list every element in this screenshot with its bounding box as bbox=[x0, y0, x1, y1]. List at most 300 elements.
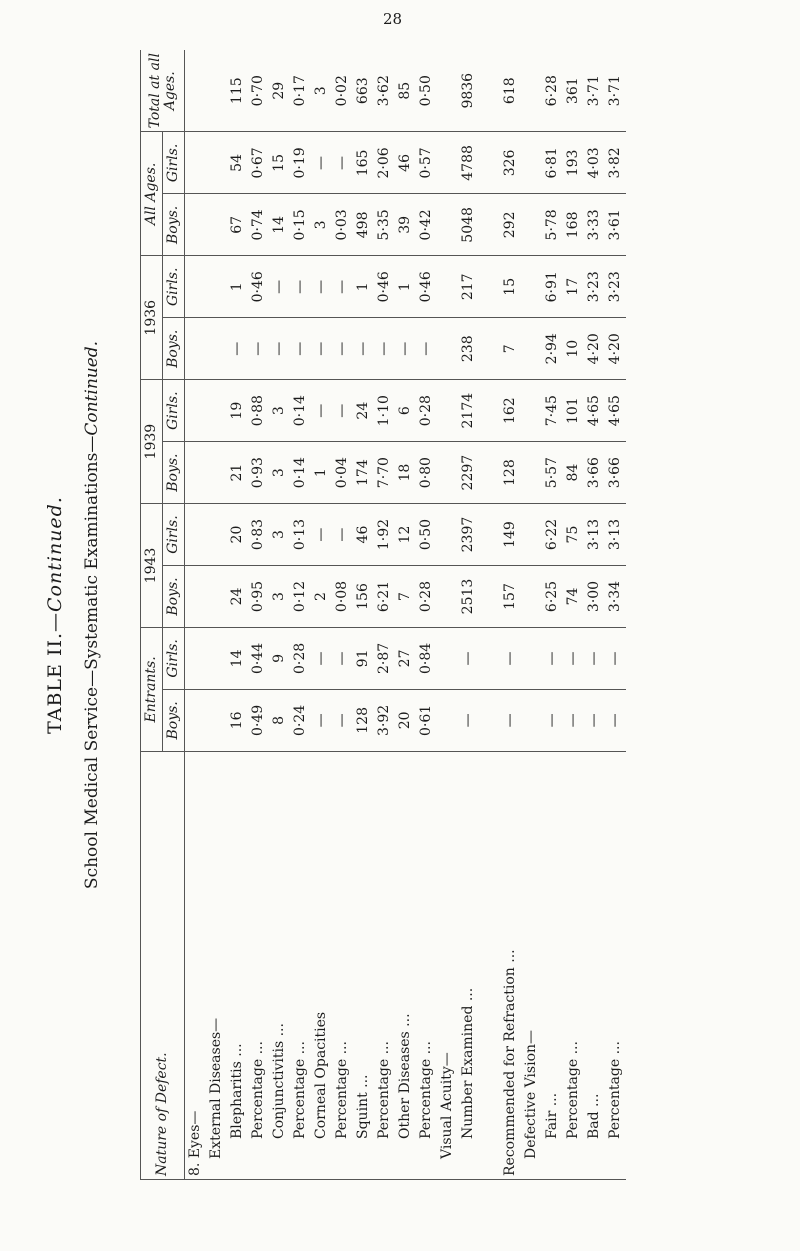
table-cell bbox=[437, 627, 458, 689]
table-cell: 0·83 bbox=[248, 504, 269, 566]
table-cell: 292 bbox=[500, 194, 521, 256]
table-cell: — bbox=[332, 627, 353, 689]
table-cell: 6 bbox=[395, 380, 416, 442]
girls-header: Girls. bbox=[163, 627, 185, 689]
table-cell bbox=[185, 627, 207, 689]
table-cell: 0·84 bbox=[416, 627, 437, 689]
table-cell: — bbox=[353, 318, 374, 380]
table-cell: 0·46 bbox=[374, 256, 395, 318]
table-cell bbox=[479, 442, 500, 504]
table-cell: 128 bbox=[353, 689, 374, 751]
table-cell: — bbox=[269, 318, 290, 380]
table-cell bbox=[437, 504, 458, 566]
table-cell: 156 bbox=[353, 566, 374, 628]
table-cell: 0·50 bbox=[416, 50, 437, 132]
table-cell bbox=[521, 627, 542, 689]
table-cell: 0·28 bbox=[416, 566, 437, 628]
table-cell: — bbox=[332, 504, 353, 566]
table-cell bbox=[521, 194, 542, 256]
table-row bbox=[353, 50, 374, 1180]
table-cell: 7 bbox=[500, 318, 521, 380]
table-row bbox=[374, 50, 395, 1180]
boys-header: Boys. bbox=[163, 566, 185, 628]
table-cell: 162 bbox=[500, 380, 521, 442]
table-cell bbox=[206, 132, 227, 194]
table-cell: 4·65 bbox=[584, 380, 605, 442]
table-cell: 2513 bbox=[458, 566, 479, 628]
table-row bbox=[311, 50, 332, 1180]
table-cell: 3·92 bbox=[374, 689, 395, 751]
table-cell: — bbox=[584, 689, 605, 751]
table-cell: 14 bbox=[227, 627, 248, 689]
table-cell: — bbox=[605, 689, 626, 751]
girls-header: Girls. bbox=[163, 132, 185, 194]
total-header-line4: Ages. bbox=[161, 71, 178, 111]
table-cell: 54 bbox=[227, 132, 248, 194]
row-label: Percentage ... bbox=[332, 751, 353, 1179]
table-cell: 3·33 bbox=[584, 194, 605, 256]
table-cell: 0·42 bbox=[416, 194, 437, 256]
table-cell: 0·95 bbox=[248, 566, 269, 628]
table-cell: 0·80 bbox=[416, 442, 437, 504]
subtitle-continued: —Continued. bbox=[82, 340, 102, 453]
row-label: Percentage ... bbox=[248, 751, 269, 1179]
table-cell bbox=[185, 194, 207, 256]
table-cell bbox=[206, 380, 227, 442]
rotated-page-content bbox=[40, 50, 770, 1180]
table-cell: 174 bbox=[353, 442, 374, 504]
table-cell bbox=[185, 318, 207, 380]
table-cell bbox=[479, 689, 500, 751]
table-cell bbox=[206, 566, 227, 628]
table-cell bbox=[479, 318, 500, 380]
table-cell bbox=[437, 442, 458, 504]
table-cell: 0·14 bbox=[290, 442, 311, 504]
table-cell: 0·19 bbox=[290, 132, 311, 194]
row-label: Percentage ... bbox=[605, 751, 626, 1179]
table-cell bbox=[437, 256, 458, 318]
table-cell: 1 bbox=[395, 256, 416, 318]
table-cell: 3·61 bbox=[605, 194, 626, 256]
table-cell: 4·20 bbox=[584, 318, 605, 380]
group-header-row bbox=[141, 50, 163, 1180]
row-label: 8. Eyes— bbox=[185, 751, 207, 1179]
row-label: Defective Vision— bbox=[521, 751, 542, 1179]
table-cell: 6·81 bbox=[542, 132, 563, 194]
table-cell: — bbox=[542, 689, 563, 751]
table-cell bbox=[437, 380, 458, 442]
title-block bbox=[44, 50, 102, 1180]
table-cell: 2397 bbox=[458, 504, 479, 566]
table-cell: 0·17 bbox=[290, 50, 311, 132]
total-header bbox=[141, 50, 185, 132]
table-cell: 3 bbox=[269, 442, 290, 504]
table-cell: 7·45 bbox=[542, 380, 563, 442]
table-row bbox=[605, 50, 626, 1180]
nature-header: Nature of Defect. bbox=[141, 751, 185, 1179]
total-header-line2: at bbox=[146, 74, 163, 89]
table-cell: 6·21 bbox=[374, 566, 395, 628]
table-cell: 3·34 bbox=[605, 566, 626, 628]
table-cell: 16 bbox=[227, 689, 248, 751]
group-header-1943: 1943 bbox=[141, 504, 163, 628]
row-label: Fair ... bbox=[542, 751, 563, 1179]
table-cell bbox=[521, 504, 542, 566]
table-cell: — bbox=[416, 318, 437, 380]
table-cell: — bbox=[332, 689, 353, 751]
table-row bbox=[479, 50, 500, 1180]
table-cell: 0·70 bbox=[248, 50, 269, 132]
table-cell: 67 bbox=[227, 194, 248, 256]
table-subtitle bbox=[82, 50, 102, 1180]
table-cell: 0·24 bbox=[290, 689, 311, 751]
table-cell: 2·87 bbox=[374, 627, 395, 689]
subtitle-text: School Medical Service—Systematic Examinations bbox=[82, 452, 102, 890]
table-cell bbox=[206, 442, 227, 504]
table-cell bbox=[185, 132, 207, 194]
table-cell: — bbox=[563, 627, 584, 689]
table-title: TABLE II.—Continued. bbox=[44, 496, 66, 734]
table-cell: 3·71 bbox=[584, 50, 605, 132]
table-cell: 85 bbox=[395, 50, 416, 132]
table-cell: — bbox=[290, 256, 311, 318]
table-cell bbox=[479, 627, 500, 689]
table-cell: 0·88 bbox=[248, 380, 269, 442]
table-cell bbox=[206, 256, 227, 318]
table-cell bbox=[437, 194, 458, 256]
table-cell: 1 bbox=[227, 256, 248, 318]
table-cell bbox=[206, 194, 227, 256]
table-cell: 0·74 bbox=[248, 194, 269, 256]
table-cell: 0·03 bbox=[332, 194, 353, 256]
table-cell: 3·71 bbox=[605, 50, 626, 132]
row-label: Number Examined ... bbox=[458, 751, 479, 1179]
table-cell: — bbox=[542, 627, 563, 689]
table-cell: 2 bbox=[311, 566, 332, 628]
table-cell: — bbox=[332, 132, 353, 194]
table-cell: 663 bbox=[353, 50, 374, 132]
table-cell bbox=[521, 566, 542, 628]
group-header-1936: 1936 bbox=[141, 256, 163, 380]
table-cell bbox=[185, 442, 207, 504]
table-cell: 20 bbox=[395, 689, 416, 751]
table-cell: 7·70 bbox=[374, 442, 395, 504]
table-cell: 0·44 bbox=[248, 627, 269, 689]
table-body bbox=[185, 50, 627, 1180]
total-header-line1: Total bbox=[146, 93, 163, 129]
table-cell bbox=[206, 627, 227, 689]
table-row bbox=[227, 50, 248, 1180]
table-cell: 0·08 bbox=[332, 566, 353, 628]
row-label: Percentage ... bbox=[563, 751, 584, 1179]
table-cell: 0·02 bbox=[332, 50, 353, 132]
table-cell: 217 bbox=[458, 256, 479, 318]
table-cell bbox=[437, 689, 458, 751]
table-cell: 15 bbox=[500, 256, 521, 318]
row-label: Visual Acuity— bbox=[437, 751, 458, 1179]
table-cell: 10 bbox=[563, 318, 584, 380]
table-cell: 6·25 bbox=[542, 566, 563, 628]
table-cell: 0·13 bbox=[290, 504, 311, 566]
table-cell: 75 bbox=[563, 504, 584, 566]
table-cell bbox=[479, 50, 500, 132]
table-cell bbox=[521, 318, 542, 380]
table-cell: 168 bbox=[563, 194, 584, 256]
table-cell: 3·66 bbox=[605, 442, 626, 504]
table-cell: 3 bbox=[311, 50, 332, 132]
table-cell: 8 bbox=[269, 689, 290, 751]
table-continued: Continued. bbox=[44, 496, 66, 612]
table-cell: 361 bbox=[563, 50, 584, 132]
table-cell: — bbox=[332, 256, 353, 318]
table-cell: 9 bbox=[269, 627, 290, 689]
total-header-line3: all bbox=[146, 53, 163, 71]
table-cell: 7 bbox=[395, 566, 416, 628]
table-cell bbox=[479, 256, 500, 318]
table-cell: 18 bbox=[395, 442, 416, 504]
table-cell: — bbox=[311, 380, 332, 442]
table-cell: — bbox=[395, 318, 416, 380]
table-cell: — bbox=[605, 627, 626, 689]
table-cell: 1 bbox=[353, 256, 374, 318]
table-cell: 0·12 bbox=[290, 566, 311, 628]
table-cell: 6·91 bbox=[542, 256, 563, 318]
table-cell: 27 bbox=[395, 627, 416, 689]
table-cell: — bbox=[332, 380, 353, 442]
table-cell bbox=[185, 689, 207, 751]
table-cell: 0·46 bbox=[248, 256, 269, 318]
table-row bbox=[521, 50, 542, 1180]
table-cell bbox=[437, 50, 458, 132]
table-cell: 1·10 bbox=[374, 380, 395, 442]
table-cell: 14 bbox=[269, 194, 290, 256]
table-cell: 165 bbox=[353, 132, 374, 194]
table-cell bbox=[479, 380, 500, 442]
table-cell: 84 bbox=[563, 442, 584, 504]
row-label: Percentage ... bbox=[290, 751, 311, 1179]
table-cell bbox=[479, 132, 500, 194]
table-cell: 3 bbox=[311, 194, 332, 256]
table-row bbox=[185, 50, 207, 1180]
table-cell bbox=[185, 504, 207, 566]
page-number: 28 bbox=[383, 10, 403, 28]
row-label: Bad ... bbox=[584, 751, 605, 1179]
table-cell: — bbox=[290, 318, 311, 380]
table-cell: 5·35 bbox=[374, 194, 395, 256]
table-cell bbox=[437, 132, 458, 194]
table-cell: 115 bbox=[227, 50, 248, 132]
table-cell: — bbox=[269, 256, 290, 318]
table-cell: 5·57 bbox=[542, 442, 563, 504]
table-cell: 3·13 bbox=[584, 504, 605, 566]
table-cell: 3·82 bbox=[605, 132, 626, 194]
row-label: Percentage ... bbox=[416, 751, 437, 1179]
table-cell: 4788 bbox=[458, 132, 479, 194]
table-cell: 9836 bbox=[458, 50, 479, 132]
table-cell: — bbox=[311, 318, 332, 380]
table-cell: 3·00 bbox=[584, 566, 605, 628]
table-cell bbox=[521, 132, 542, 194]
table-cell: 618 bbox=[500, 50, 521, 132]
table-cell: 0·57 bbox=[416, 132, 437, 194]
table-cell bbox=[437, 566, 458, 628]
table-cell: 46 bbox=[353, 504, 374, 566]
table-row bbox=[290, 50, 311, 1180]
table-cell: 2·06 bbox=[374, 132, 395, 194]
table-cell bbox=[185, 566, 207, 628]
table-cell: 29 bbox=[269, 50, 290, 132]
table-cell: 19 bbox=[227, 380, 248, 442]
table-cell: 2297 bbox=[458, 442, 479, 504]
table-cell: 3·66 bbox=[584, 442, 605, 504]
group-header-1939: 1939 bbox=[141, 380, 163, 504]
table-cell: 5048 bbox=[458, 194, 479, 256]
table-row bbox=[395, 50, 416, 1180]
table-cell: — bbox=[311, 689, 332, 751]
table-cell bbox=[521, 442, 542, 504]
table-cell: — bbox=[332, 318, 353, 380]
table-cell: 0·28 bbox=[416, 380, 437, 442]
table-cell bbox=[479, 194, 500, 256]
table-cell: 24 bbox=[353, 380, 374, 442]
table-cell: 0·04 bbox=[332, 442, 353, 504]
table-cell bbox=[521, 689, 542, 751]
table-cell: 3 bbox=[269, 380, 290, 442]
table-cell: 101 bbox=[563, 380, 584, 442]
row-label: Recommended for Refraction ... bbox=[500, 751, 521, 1179]
table-cell: 91 bbox=[353, 627, 374, 689]
table-cell: 74 bbox=[563, 566, 584, 628]
table-cell bbox=[185, 256, 207, 318]
table-cell bbox=[521, 380, 542, 442]
table-cell bbox=[521, 50, 542, 132]
table-cell: 0·28 bbox=[290, 627, 311, 689]
row-label: Conjunctivitis ... bbox=[269, 751, 290, 1179]
table-cell bbox=[479, 504, 500, 566]
table-cell bbox=[206, 50, 227, 132]
boys-header: Boys. bbox=[163, 194, 185, 256]
row-label: Corneal Opacities bbox=[311, 751, 332, 1179]
table-cell bbox=[185, 50, 207, 132]
table-cell: — bbox=[311, 504, 332, 566]
row-label: Other Diseases ... bbox=[395, 751, 416, 1179]
row-label: Blepharitis ... bbox=[227, 751, 248, 1179]
table-cell: 2·94 bbox=[542, 318, 563, 380]
row-label: Squint ... bbox=[353, 751, 374, 1179]
table-row bbox=[248, 50, 269, 1180]
table-cell: 0·14 bbox=[290, 380, 311, 442]
table-row bbox=[584, 50, 605, 1180]
table-cell: 3·23 bbox=[605, 256, 626, 318]
girls-header: Girls. bbox=[163, 380, 185, 442]
table-cell: — bbox=[311, 627, 332, 689]
table-cell: 4·20 bbox=[605, 318, 626, 380]
table-cell: — bbox=[458, 689, 479, 751]
table-cell: — bbox=[458, 627, 479, 689]
table-cell: — bbox=[584, 627, 605, 689]
table-cell: 149 bbox=[500, 504, 521, 566]
table-cell bbox=[206, 504, 227, 566]
table-cell: — bbox=[248, 318, 269, 380]
table-cell: 4·03 bbox=[584, 132, 605, 194]
table-cell: 0·93 bbox=[248, 442, 269, 504]
table-cell: 498 bbox=[353, 194, 374, 256]
table-cell: — bbox=[563, 689, 584, 751]
table-cell: 4·65 bbox=[605, 380, 626, 442]
table-cell: 1·92 bbox=[374, 504, 395, 566]
table-row bbox=[500, 50, 521, 1180]
table-label: TABLE II. bbox=[44, 631, 66, 734]
table-cell: 0·67 bbox=[248, 132, 269, 194]
table-row bbox=[332, 50, 353, 1180]
table-cell bbox=[479, 566, 500, 628]
row-label: External Diseases— bbox=[206, 751, 227, 1179]
boys-header: Boys. bbox=[163, 689, 185, 751]
table-row bbox=[206, 50, 227, 1180]
table-cell: — bbox=[500, 627, 521, 689]
table-cell: — bbox=[374, 318, 395, 380]
group-header-all-ages: All Ages. bbox=[141, 132, 163, 256]
table-cell: 0·15 bbox=[290, 194, 311, 256]
table-cell bbox=[521, 256, 542, 318]
table-cell: — bbox=[227, 318, 248, 380]
table-cell: 0·50 bbox=[416, 504, 437, 566]
table-cell: 5·78 bbox=[542, 194, 563, 256]
table-row bbox=[563, 50, 584, 1180]
table-cell bbox=[206, 689, 227, 751]
table-cell: — bbox=[500, 689, 521, 751]
table-cell: — bbox=[311, 132, 332, 194]
table-cell: 157 bbox=[500, 566, 521, 628]
table-cell: 238 bbox=[458, 318, 479, 380]
table-cell: 17 bbox=[563, 256, 584, 318]
table-cell: 20 bbox=[227, 504, 248, 566]
table-cell: 128 bbox=[500, 442, 521, 504]
table-row bbox=[458, 50, 479, 1180]
table-row bbox=[437, 50, 458, 1180]
table-cell: 46 bbox=[395, 132, 416, 194]
table-row bbox=[269, 50, 290, 1180]
table-cell: 3·23 bbox=[584, 256, 605, 318]
table-cell: 6·22 bbox=[542, 504, 563, 566]
table-cell: 15 bbox=[269, 132, 290, 194]
table-cell: 1 bbox=[311, 442, 332, 504]
row-label bbox=[479, 751, 500, 1179]
girls-header: Girls. bbox=[163, 504, 185, 566]
table-row bbox=[542, 50, 563, 1180]
table-cell: 3 bbox=[269, 504, 290, 566]
table-cell: 12 bbox=[395, 504, 416, 566]
table-cell: 0·46 bbox=[416, 256, 437, 318]
table-cell bbox=[437, 318, 458, 380]
table-cell: 6·28 bbox=[542, 50, 563, 132]
table-cell bbox=[185, 380, 207, 442]
table-cell: 2174 bbox=[458, 380, 479, 442]
table-cell: 193 bbox=[563, 132, 584, 194]
table-row bbox=[416, 50, 437, 1180]
table-cell: 39 bbox=[395, 194, 416, 256]
boys-header: Boys. bbox=[163, 318, 185, 380]
table-cell: 0·61 bbox=[416, 689, 437, 751]
defects-table bbox=[140, 50, 626, 1180]
row-label: Percentage ... bbox=[374, 751, 395, 1179]
boys-header: Boys. bbox=[163, 442, 185, 504]
table-cell: 24 bbox=[227, 566, 248, 628]
table-cell: 3 bbox=[269, 566, 290, 628]
table-cell: 3·62 bbox=[374, 50, 395, 132]
table-cell: 0·49 bbox=[248, 689, 269, 751]
table-cell: 21 bbox=[227, 442, 248, 504]
